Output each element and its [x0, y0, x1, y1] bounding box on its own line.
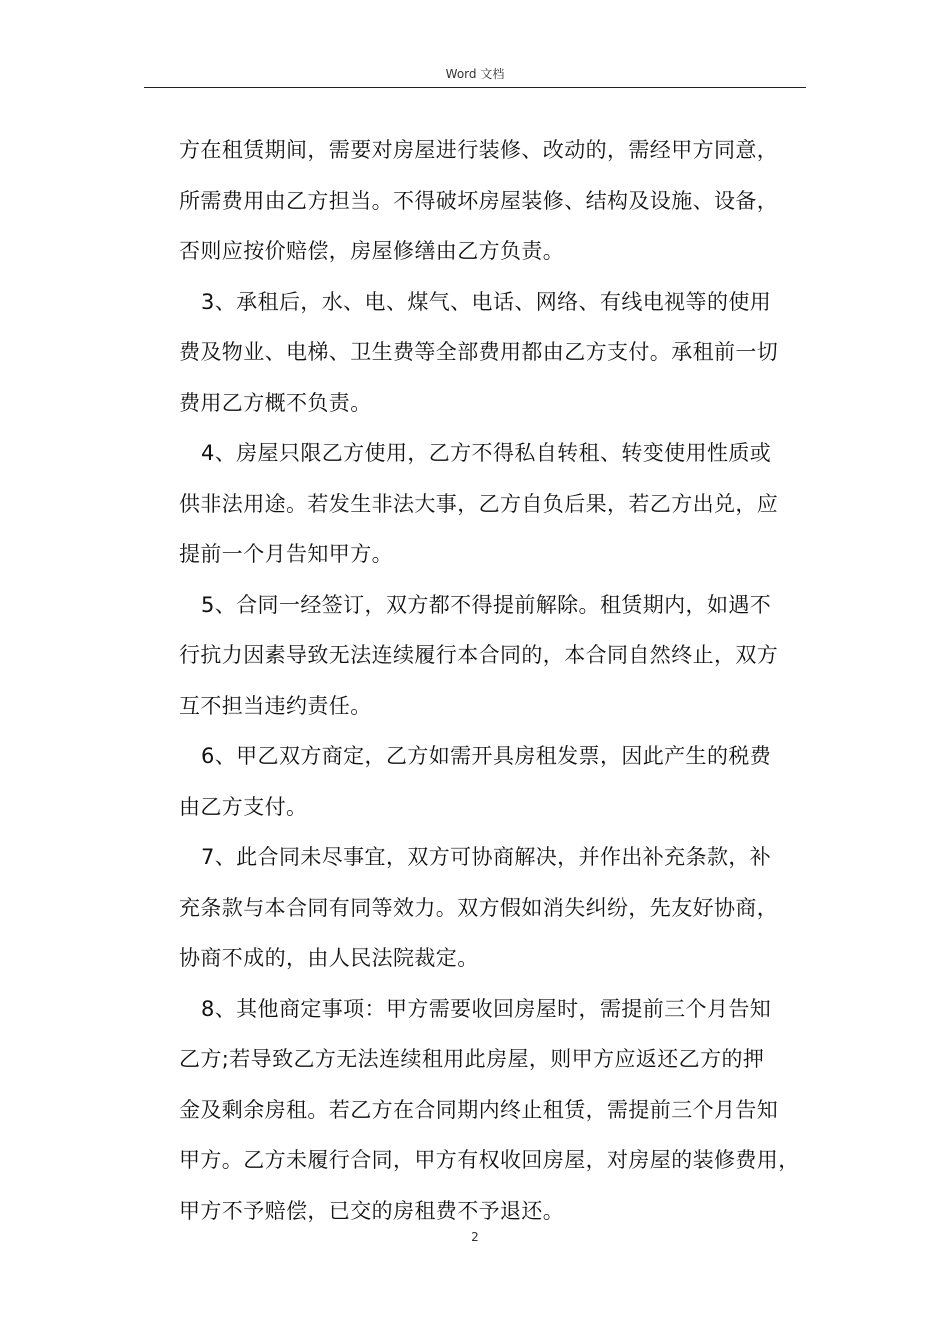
body-line: 提前一个月告知甲方。 [179, 542, 393, 566]
clause-7-line: 7、此合同未尽事宜，双方可协商解决，并作出补充条款，补 [201, 845, 772, 869]
clause-6-line: 6、甲乙双方商定，乙方如需开具房租发票，因此产生的税费 [201, 744, 772, 768]
body-line: 行抗力因素导致无法连续履行本合同的，本合同自然终止，双方 [179, 643, 779, 667]
body-line: 甲方不予赔偿，已交的房租费不予退还。 [179, 1198, 565, 1223]
page-header: Word 文档 [445, 67, 505, 81]
body-line: 甲方。乙方未履行合同，甲方有权收回房屋，对房屋的装修费用， [179, 1148, 800, 1172]
body-line: 供非法用途。若发生非法大事，乙方自负后果，若乙方出兑，应 [179, 491, 779, 516]
body-line: 充条款与本合同有同等效力。双方假如消失纠纷，先友好协商， [179, 895, 779, 920]
header-divider [144, 87, 806, 88]
body-line: 互不担当违约责任。 [179, 693, 372, 718]
clause-3-line: 3、承租后，水、电、煤气、电话、网络、有线电视等的使用 [201, 289, 772, 314]
body-line: 金及剩余房租。若乙方在合同期内终止租赁，需提前三个月告知 [179, 1097, 779, 1122]
body-line: 费用乙方概不负责。 [179, 390, 372, 415]
body-line: 方在租赁期间，需要对房屋进行装修、改动的，需经甲方同意， [179, 138, 779, 162]
document-body [179, 130, 819, 1241]
body-line: 所需费用由乙方担当。不得破坏房屋装修、结构及设施、设备， [179, 188, 779, 213]
body-line: 由乙方支付。 [179, 794, 308, 819]
body-line: 协商不成的，由人民法院裁定。 [179, 946, 479, 970]
body-line: 否则应按价赔偿，房屋修缮由乙方负责。 [179, 239, 565, 263]
clause-5-line: 5、合同一经签订，双方都不得提前解除。租赁期内，如遇不 [201, 592, 772, 617]
body-line: 乙方;若导致乙方无法连续租用此房屋，则甲方应返还乙方的押 [179, 1047, 765, 1071]
page-number: 2 [471, 1230, 479, 1244]
body-line: 费及物业、电梯、卫生费等全部费用都由乙方支付。承租前一切 [179, 340, 779, 364]
clause-4-line: 4、房屋只限乙方使用，乙方不得私自转租、转变使用性质或 [201, 441, 772, 465]
clause-8-line: 8、其他商定事项：甲方需要收回房屋时，需提前三个月告知 [201, 996, 772, 1021]
